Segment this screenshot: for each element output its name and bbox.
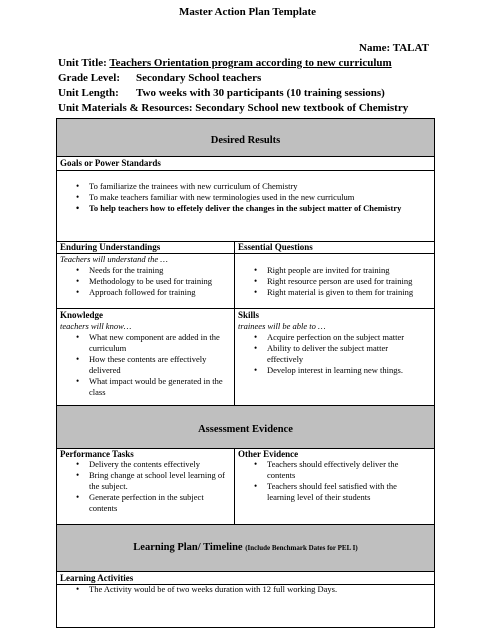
unit-title-value: Teachers Orientation program according to new curriculum [109, 57, 392, 69]
performance-list [71, 459, 231, 514]
enduring-item: • Approach followed for training [71, 287, 231, 298]
learning-plan-header [57, 524, 434, 571]
enduring-item: • Needs for the training [71, 265, 231, 276]
learning-activities-list [71, 584, 421, 595]
desired-results-header [57, 119, 434, 156]
learning-activities-label: Learning Activities [60, 573, 134, 583]
learning-activity-item: • The Activity would be of two weeks duration with 12 full working Days. [71, 584, 421, 595]
goals-list [71, 181, 421, 214]
other-evidence-item: • Teachers should feel satisfied with the learning level of their students [249, 481, 419, 503]
skills-item: • Ability to deliver the subject matter effectively [249, 343, 424, 365]
knowledge-list [71, 332, 231, 398]
learning-plan-subtitle: (Include Benchmark Dates for PEL I) [245, 544, 358, 552]
knowledge-item: • How these contents are effectively delivered [71, 354, 231, 376]
other-evidence-item: • Teachers should effectively deliver the contents [249, 459, 419, 481]
enduring-item: • Methodology to be used for training [71, 276, 231, 287]
enduring-label: Enduring Understandings [60, 242, 161, 252]
goal-item: • To familiarize the trainees with new curriculum of Chemistry [71, 181, 421, 192]
column-divider [234, 309, 235, 405]
unit-title-row [58, 56, 408, 71]
unit-materials-row: Unit Materials & Resources: Secondary School new textbook of Chemistry [58, 102, 409, 114]
essential-list [249, 265, 434, 298]
learning-activities-section [57, 571, 434, 627]
learning-plan-title-row [57, 542, 434, 553]
performance-item: • Delivery the contents effectively [71, 459, 231, 470]
knowledge-skills-section [57, 308, 434, 405]
column-divider [234, 449, 235, 524]
knowledge-intro: teachers will know… [60, 321, 132, 331]
author-name: Name: TALAT [359, 42, 429, 54]
enduring-list [71, 265, 231, 298]
performance-item: • Generate perfection in the subject contents [71, 492, 231, 514]
knowledge-label: Knowledge [60, 310, 104, 320]
unit-metadata [58, 56, 408, 116]
assessment-section [57, 448, 434, 524]
skills-item: • Acquire perfection on the subject matter [249, 332, 424, 343]
essential-label: Essential Questions [238, 242, 313, 252]
grade-level-value: Secondary School teachers [136, 72, 262, 84]
unit-title-label: Unit Title: [58, 57, 107, 69]
grade-level-row [58, 71, 408, 86]
goal-item: • To make teachers familiar with new terminologies used in the new curriculum [71, 192, 421, 203]
column-divider [234, 242, 235, 308]
essential-item: • Right people are invited for training [249, 265, 434, 276]
goal-item: • To help teachers how to effetely deliver the changes in the subject matter of Chemistry [71, 203, 421, 214]
skills-label: Skills [238, 310, 260, 320]
unit-length-value: Two weeks with 30 participants (10 training sessions) [136, 87, 385, 99]
understandings-section [57, 241, 434, 308]
assessment-title: Assessment Evidence [198, 424, 293, 435]
knowledge-item: • What impact would be generated in the class [71, 376, 231, 398]
essential-item: • Right resource person are used for training [249, 276, 434, 287]
document-title: Master Action Plan Template [179, 6, 316, 18]
goals-label-row [57, 156, 434, 170]
other-evidence-list [249, 459, 419, 503]
action-plan-table [56, 118, 435, 628]
skills-list [249, 332, 424, 376]
skills-item: • Develop interest in learning new things. [249, 365, 424, 376]
desired-results-title: Desired Results [210, 135, 281, 146]
skills-intro: trainees will be able to … [238, 321, 326, 331]
essential-item: • Right material is given to them for training [249, 287, 434, 298]
unit-length-row [58, 86, 408, 101]
learning-plan-title: Learning Plan/ Timeline [133, 542, 243, 553]
enduring-intro: Teachers will understand the … [60, 254, 168, 264]
assessment-header [57, 405, 434, 448]
grade-level-label: Grade Level: [58, 72, 121, 84]
other-evidence-label: Other Evidence [238, 449, 299, 459]
unit-length-label: Unit Length: [58, 87, 119, 99]
goals-section [57, 170, 434, 241]
performance-label: Performance Tasks [60, 449, 134, 459]
performance-item: • Bring change at school level learning of the subject. [71, 470, 231, 492]
knowledge-item: • What new component are added in the curriculum [71, 332, 231, 354]
goals-label: Goals or Power Standards [60, 158, 161, 168]
